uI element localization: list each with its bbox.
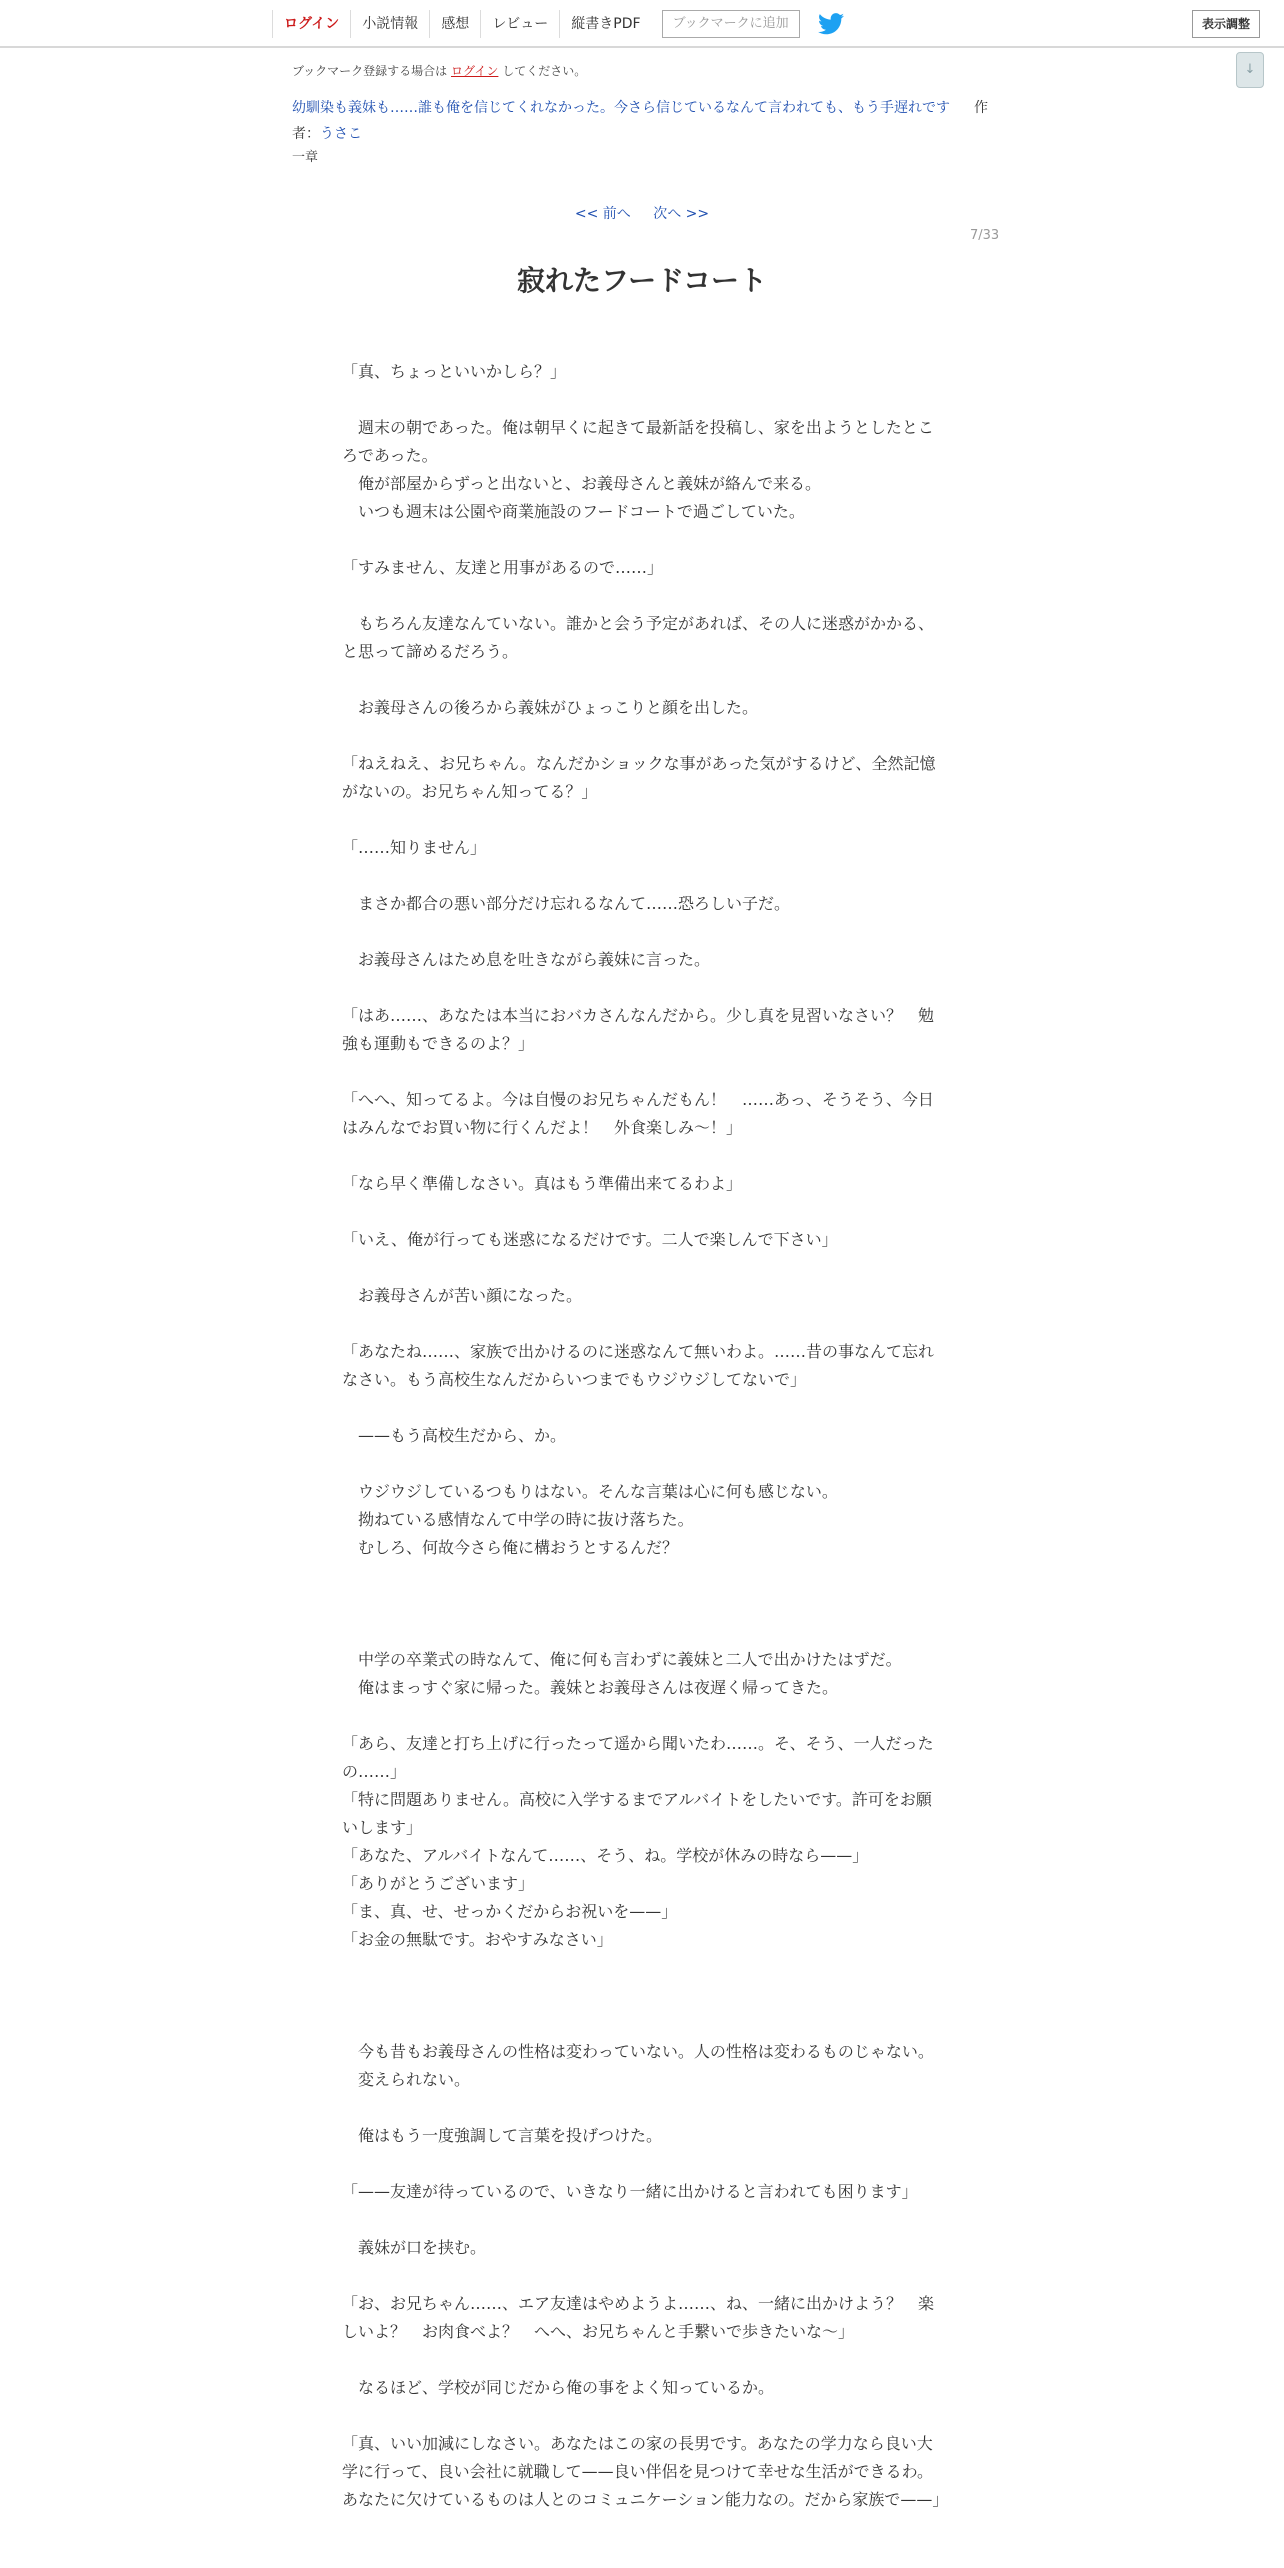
body-paragraph [342,2094,942,2122]
body-paragraph: ——もう高校生だから、か。 [342,1426,567,1445]
body-paragraph: 「——友達が待っているので、いきなり一緒に出かけると言われても困ります」 [342,2182,918,2201]
bookmark-notice-login-link[interactable]: ログイン [451,64,499,78]
body-paragraph [342,2402,942,2430]
body-paragraph [342,1450,942,1478]
body-paragraph [342,1702,942,1730]
top-header [0,0,1284,48]
body-paragraph [342,1198,942,1226]
body-paragraph [342,526,942,554]
body-paragraph [342,1310,942,1338]
prev-link[interactable]: << 前へ [574,206,631,222]
body-paragraph: 「いえ、俺が行っても迷惑になるだけです。二人で楽しんで下さい」 [342,1230,838,1249]
nav-vertical-pdf[interactable]: 縦書きPDF [559,10,651,38]
author-label-prefix: 作 [974,100,988,116]
scroll-down-button[interactable]: ↓ [1236,52,1264,88]
bookmark-add-button[interactable]: ブックマークに追加 [662,10,800,38]
body-paragraph: お義母さんはため息を吐きながら義妹に言った。 [342,950,711,969]
body-paragraph: 「お、お兄ちゃん……、エア友達はやめようよ……、ね、一緒に出かけよう？ 楽しいよ？ お肉食べよ？ へへ、お兄ちゃんと手繋いで歩きたいな〜」 [342,2294,935,2341]
body-paragraph: なるほど、学校が同じだから俺の事をよく知っているか。 [342,2378,775,2397]
body-paragraph: まさか都合の悪い部分だけ忘れるなんて……恐ろしい子だ。 [342,894,791,913]
nav-impressions[interactable]: 感想 [429,10,480,38]
body-paragraph: 「お金の無駄です。おやすみなさい」 [342,1930,613,1949]
body-paragraph: 「あなた、アルバイトなんて……、そう、ね。学校が休みの時なら——」 [342,1846,869,1865]
header-nav [272,10,844,38]
body-paragraph [342,666,942,694]
body-paragraph [342,918,942,946]
body-paragraph [342,806,942,834]
nav-review[interactable]: レビュー [480,10,559,38]
body-paragraph: もちろん友達なんていない。誰かと会う予定があれば、その人に迷惑がかかる、と思って諦めるだろう。 [342,614,935,661]
body-paragraph: 今も昔もお義母さんの性格は変わっていない。人の性格は変わるものじゃない。 [342,2042,934,2061]
next-link[interactable]: 次へ >> [653,206,710,222]
body-paragraph: 「特に問題ありません。高校に入学するまでアルバイトをしたいです。許可をお願いします」 [342,1790,932,1837]
body-paragraph: 拗ねている感情なんて中学の時に抜け落ちた。 [342,1510,694,1529]
body-paragraph [342,2010,942,2038]
body-paragraph [342,582,942,610]
body-paragraph: 「へへ、知ってるよ。今は自慢のお兄ちゃんだもん！ ……あっ、そうそう、今日はみんなでお買い物に行くんだよ！ 外食楽しみ〜！」 [342,1090,934,1137]
page-count: 7/33 [970,228,1000,243]
display-adjust-button[interactable]: 表示調整 [1192,10,1260,38]
body-paragraph: 「真、ちょっといいかしら？」 [342,362,567,381]
body-paragraph: いつも週末は公園や商業施設のフードコートで過ごしていた。 [342,502,805,521]
body-paragraph [342,386,942,414]
body-paragraph: 「ま、真、せ、せっかくだからお祝いを——」 [342,1902,678,1921]
body-paragraph [342,1562,942,1590]
bookmark-notice-post: してください。 [502,64,587,78]
body-paragraph [342,722,942,750]
body-paragraph [342,1590,942,1618]
nav-login[interactable]: ログイン [272,10,350,38]
body-paragraph [342,974,942,1002]
body-paragraph [342,2206,942,2234]
body-paragraph [342,2150,942,2178]
author-name-link[interactable]: うさこ [320,126,362,142]
body-paragraph [342,1142,942,1170]
body-paragraph: 「はあ……、あなたは本当におバカさんなんだから。少し真を見習いなさい？ 勉強も運動もできるのよ？」 [342,1006,935,1053]
nav-novel-info[interactable]: 小説情報 [350,10,429,38]
body-paragraph: 俺はまっすぐ家に帰った。義妹とお義母さんは夜遅く帰ってきた。 [342,1678,839,1697]
novel-body [342,358,949,2514]
body-paragraph [342,2346,942,2374]
episode-title: 寂れたフードコート [516,264,768,297]
author-line [292,123,362,143]
body-paragraph: 「なら早く準備しなさい。真はもう準備出来てるわよ」 [342,1174,743,1193]
body-paragraph: 「あら、友達と打ち上げに行ったって遥から聞いたわ……。そ、そう、一人だったの……」 [342,1734,934,1781]
body-paragraph: 中学の卒業式の時なんて、俺に何も言わずに義妹と二人で出かけたはずだ。 [342,1650,902,1669]
bookmark-notice [292,62,586,79]
body-paragraph: ウジウジしているつもりはない。そんな言葉は心に何も感じない。 [342,1482,838,1501]
body-paragraph: 「……知りません」 [342,838,487,857]
body-paragraph: 「あなたね……、家族で出かけるのに迷惑なんて無いわよ。……昔の事なんて忘れなさい。もう高校生なんだからいつまでもウジウジしてないで」 [342,1342,935,1389]
body-paragraph: 義妹が口を挟む。 [342,2238,487,2257]
chapter-name: 一章 [292,150,319,165]
body-paragraph: 俺が部屋からずっと出ないと、お義母さんと義妹が絡んで来る。 [342,474,822,493]
body-paragraph [342,1394,942,1422]
bookmark-notice-pre: ブックマーク登録する場合は [292,64,448,78]
body-paragraph: お義母さんが苦い顔になった。 [342,1286,583,1305]
series-title-link[interactable]: 幼馴染も義妹も……誰も俺を信じてくれなかった。今さら信じているなんて言われても、もう手遅れです [292,100,950,116]
body-paragraph: 週末の朝であった。俺は朝早くに起きて最新話を投稿し、家を出ようとしたところであった。 [342,418,934,465]
body-paragraph [342,1254,942,1282]
pager [0,203,1284,223]
body-paragraph: お義母さんの後ろから義妹がひょっこりと顔を出した。 [342,698,759,717]
body-paragraph [342,1954,942,1982]
body-paragraph: 変えられない。 [342,2070,471,2089]
body-paragraph: むしろ、何故今さら俺に構おうとするんだ？ [342,1538,679,1557]
body-paragraph: 俺はもう一度強調して言葉を投げつけた。 [342,2126,663,2145]
body-paragraph [342,2262,942,2290]
body-paragraph [342,862,942,890]
body-paragraph: 「すみません、友達と用事があるので……」 [342,558,663,577]
body-paragraph [342,1618,942,1646]
body-paragraph: 「ねえねえ、お兄ちゃん。なんだかショックな事があった気がするけど、全然記憶がないの。お兄ちゃん知ってる？」 [342,754,936,801]
author-label: 者： [292,126,320,142]
body-paragraph [342,1058,942,1086]
body-paragraph [342,1982,942,2010]
body-paragraph: 「ありがとうございます」 [342,1874,535,1893]
twitter-icon[interactable] [818,13,844,35]
body-paragraph: 「真、いい加減にしなさい。あなたはこの家の長男です。あなたの学力なら良い大学に行って、良い会社に就職して——良い伴侶を見つけて幸せな生活ができるわ。あなたに欠けているものは人とのコミュニケーション能力なの。だから家族で——」 [342,2434,949,2509]
